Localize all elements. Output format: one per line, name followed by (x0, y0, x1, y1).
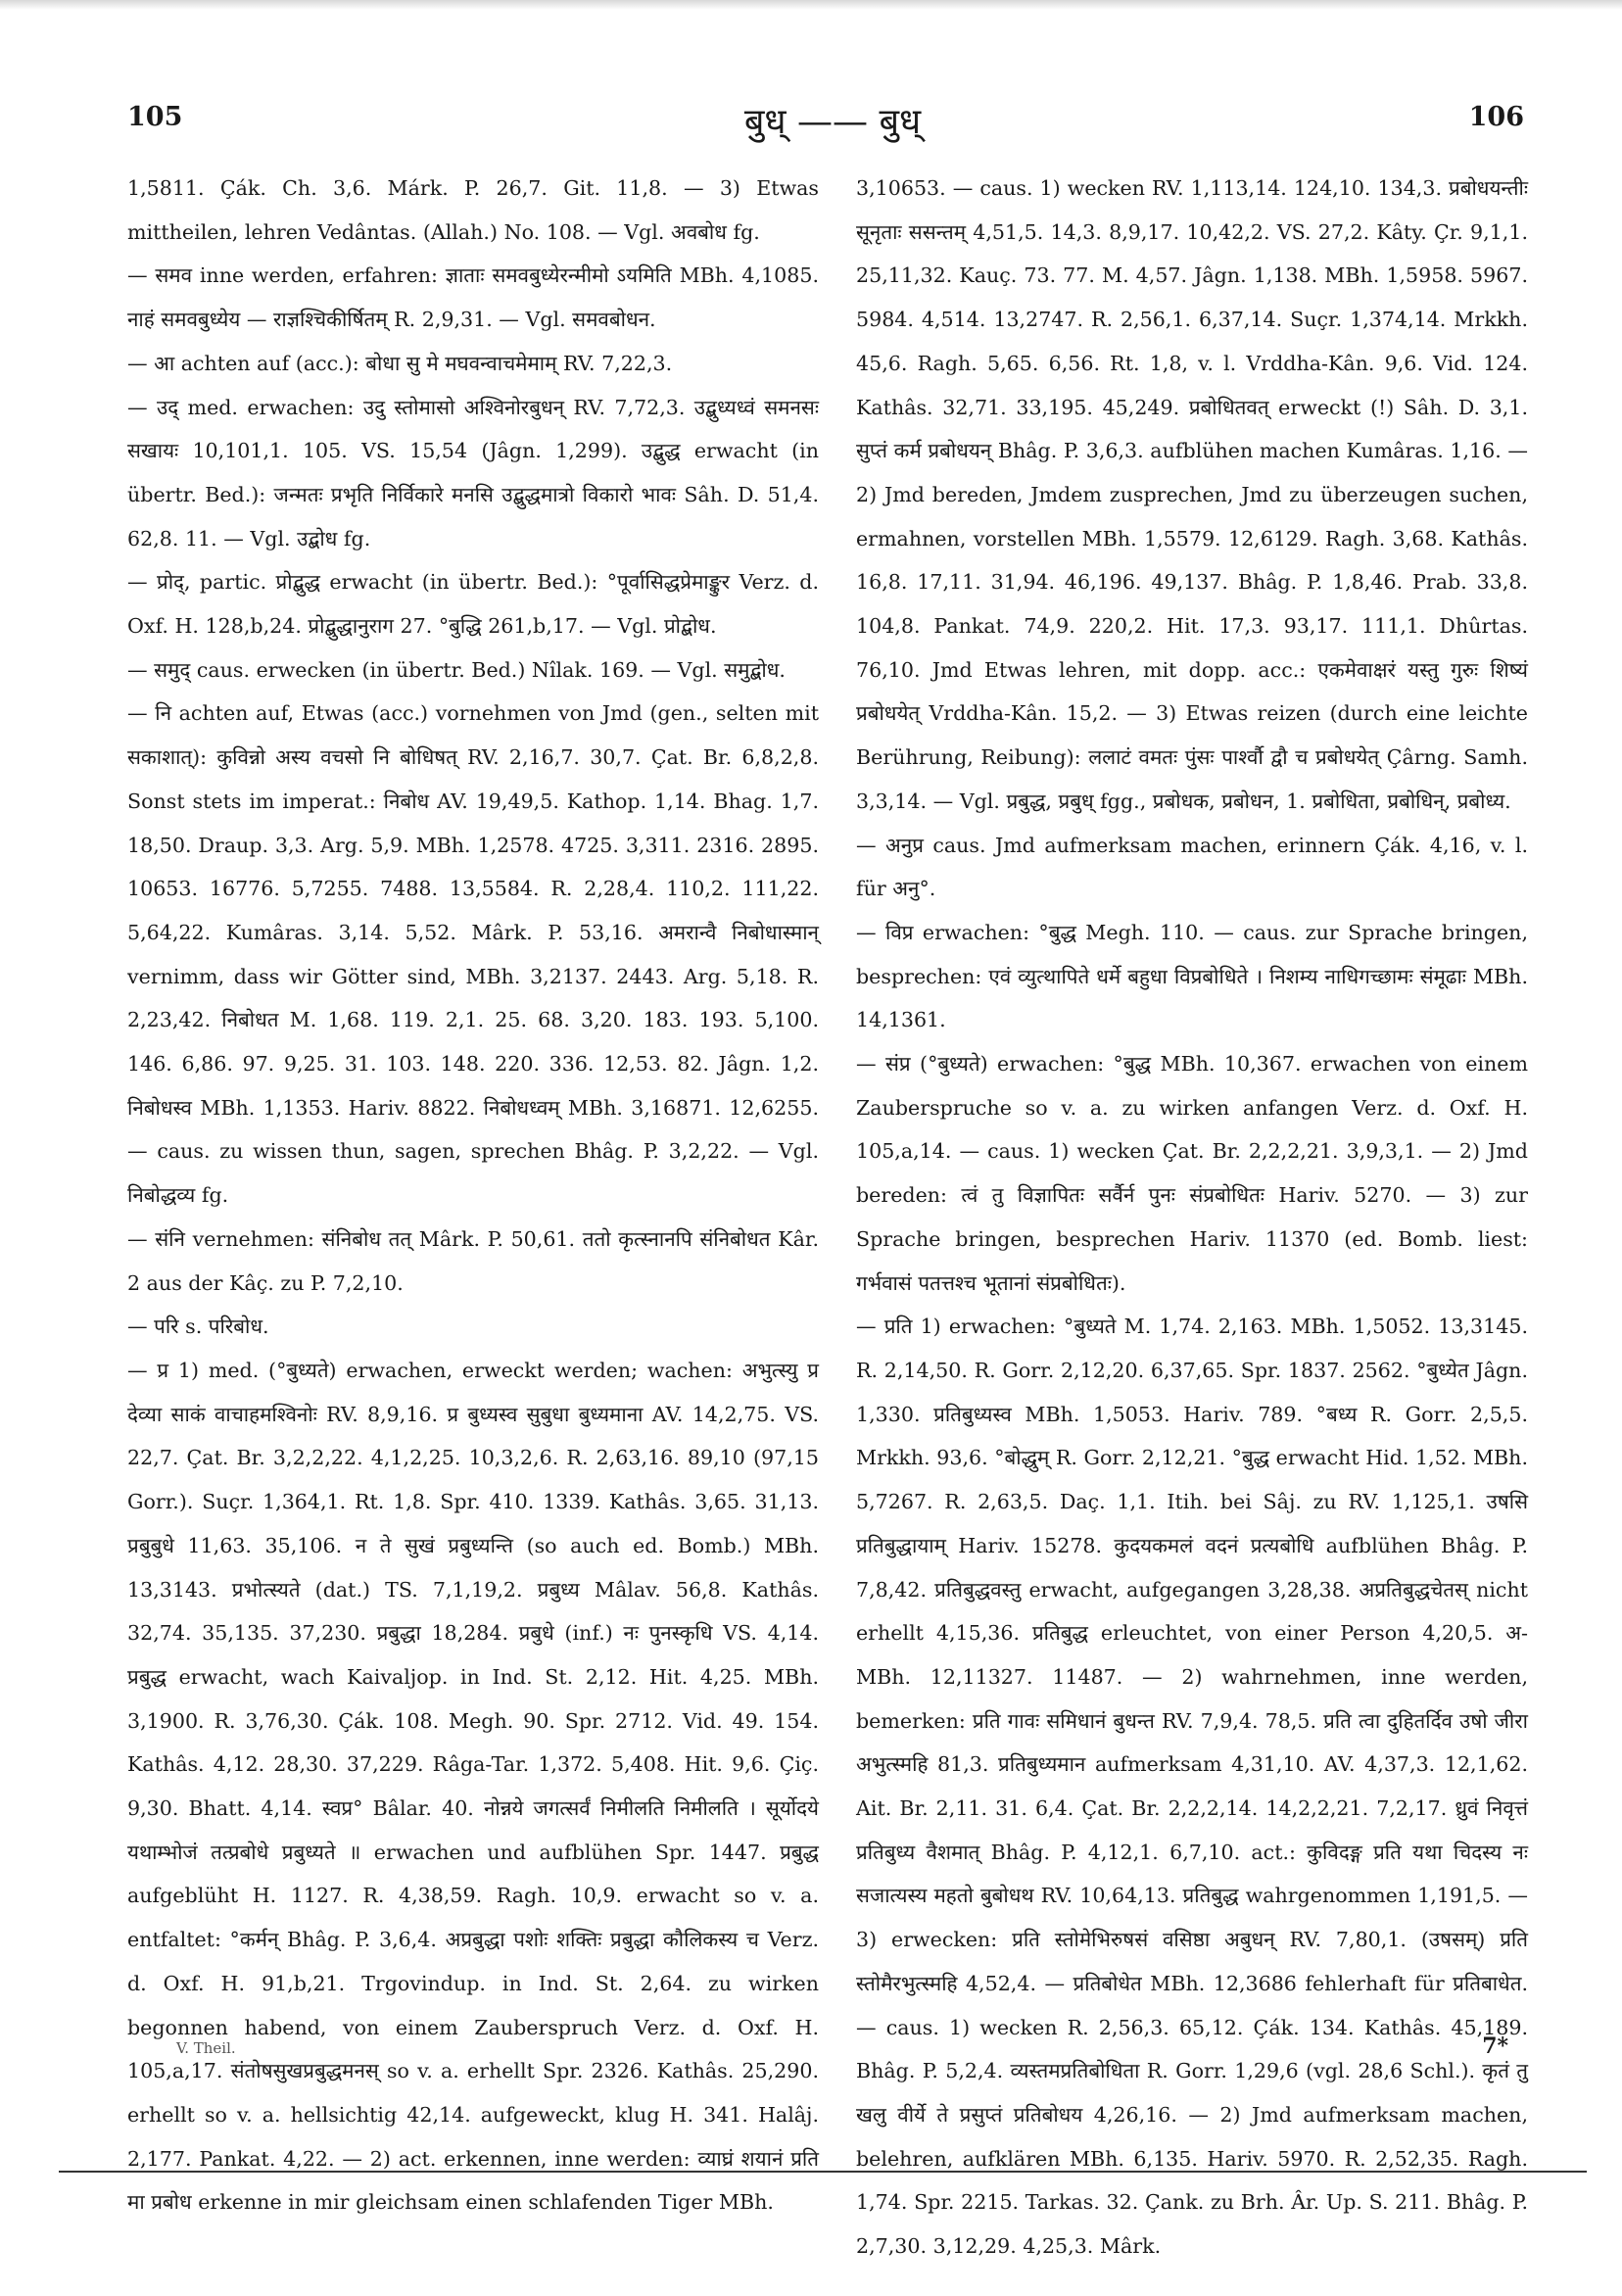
sheet-signature: 7* (1482, 2033, 1508, 2059)
right-column (856, 167, 1528, 2259)
entry-paragraph: — संनि vernehmen: संनिबोध तत् Mârk. P. 50,61. ततो कृत्स्नानपि संनिबोधत Kâr. 2 aus der Kâç. zu P. 7,2,10. (127, 1226, 819, 1295)
left-page-number: 105 (127, 102, 183, 132)
entry-paragraph: — उद् med. erwachen: उदु स्तोमासो अश्विनोरबुधन् RV. 7,72,3. उद्बुध्यध्वं समनसः सखायः 10,101,1. 105. VS. 15,54 (Jâgn. 1,299). उद्बुद्ध erwacht (in übertr. Bed.): जन्मतः प्रभृति निर्विकारे मनसि उद्बुद्धमात्रो विकारो भावः Sâh. D. 51,4. 62,8. 11. — Vgl. उद्बोध fg. (127, 395, 819, 550)
entry-paragraph: 3,10653. — caus. 1) wecken RV. 1,113,14. 124,10. 134,3. प्रबोधयन्तीः सूनृताः ससन्तम् 4,51,5. 14,3. 8,9,17. 10,42,2. VS. 27,2. Kâty. Çr. 9,1,1. 25,11,32. Kauç. 73. 77. M. 4,57. Jâgn. 1,138. MBh. 1,5958. 5967. 5984. 4,514. 13,2747. R. 2,56,1. 6,37,14. Suçr. 1,374,14. Mrkkh. 45,6. Ragh. 5,65. 6,56. Rt. 1,8, v. l. Vrddha-Kân. 9,6. Vid. 124. Kathâs. 32,71. 33,195. 45,249. प्रबोधितवत् erweckt (!) Sâh. D. 3,1. सुप्तं कर्म प्रबोधयन् Bhâg. P. 3,6,3. aufblühen machen Kumâras. 1,16. — 2) Jmd bereden, Jmdem zusprechen, Jmd zu überzeugen suchen, ermahnen, vorstellen MBh. 1,5579. 12,6129. Ragh. 3,68. Kathâs. 16,8. 17,11. 31,94. 46,196. 49,137. Bhâg. P. 1,8,46. Prab. 33,8. 104,8. Pankat. 74,9. 220,2. Hit. 17,3. 93,17. 111,1. Dhûrtas. 76,10. Jmd Etwas lehren, mit dopp. acc.: एकमेवाक्षरं यस्तु गुरुः शिष्यं प्रबोधयेत् Vrddha-Kân. 15,2. — 3) Etwas reizen (durch eine leichte Berührung, Reibung): ललाटं वमतः पुंसः पार्श्वौ द्वौ च प्रबोधयेत् Çârng. Samh. 3,3,14. — Vgl. प्रबुद्ध, प्रबुध् fgg., प्रबोधक, प्रबोधन, 1. प्रबोधिता, प्रबोधिन्, प्रबोध्य. (856, 176, 1528, 813)
entry-paragraph: — आ achten auf (acc.): बोधा सु मे मघवन्वाचमेमाम् RV. 7,22,3. (127, 351, 673, 375)
volume-signature: V. Theil. (176, 2039, 236, 2057)
entry-paragraph: — संप्र (°बुध्यते) erwachen: °बुद्ध MBh. 10,367. erwachen von einem Zauberspruche so v. a. zu wirken anfangen Verz. d. Oxf. H. 105,a,14. — caus. 1) wecken Çat. Br. 2,2,2,21. 3,9,3,1. — 2) Jmd bereden: त्वं तु विज्ञापितः सर्वैर्न पुनः संप्रबोधितः Hariv. 5270. — 3) zur Sprache bringen, besprechen Hariv. 11370 (ed. Bomb. liest: गर्भवासं पतत्तश्च भूतानां संप्रबोधितः). (856, 1052, 1528, 1295)
right-page-number: 106 (1468, 102, 1524, 132)
entry-paragraph: 1,5811. Çák. Ch. 3,6. Márk. P. 26,7. Git. 11,8. — 3) Etwas mittheilen, lehren Vedântas. (Allah.) No. 108. — Vgl. अवबोध fg. (127, 176, 819, 244)
entry-paragraph: — समुद् caus. erwecken (in übertr. Bed.) Nîlak. 169. — Vgl. समुद्बोध. (127, 657, 786, 682)
bottom-rule-line (59, 2171, 1587, 2173)
entry-paragraph: — नि achten auf, Etwas (acc.) vornehmen von Jmd (gen., selten mit सकाशात्): कुविन्नो अस्य वचसो नि बोधिषत् RV. 2,16,7. 30,7. Çat. Br. 6,8,2,8. Sonst stets im imperat.: निबोध AV. 19,49,5. Kathop. 1,14. Bhag. 1,7. 18,50. Draup. 3,3. Arg. 5,9. MBh. 1,2578. 4725. 3,311. 2316. 2895. 10653. 16776. 5,7255. 7488. 13,5584. R. 2,28,4. 110,2. 111,22. 5,64,22. Kumâras. 3,14. 5,52. Mârk. P. 53,16. अमरान्वै निबोधास्मान् vernimm, dass wir Götter sind, MBh. 3,2137. 2443. Arg. 5,18. R. 2,23,42. निबोधत M. 1,68. 119. 2,1. 25. 68. 3,20. 183. 193. 5,100. 146. 6,86. 97. 9,25. 31. 103. 148. 220. 336. 12,53. 82. Jâgn. 1,2. निबोधस्व MBh. 1,1353. Hariv. 8822. निबोधध्वम् MBh. 3,16871. 12,6255. — caus. zu wissen thun, sagen, sprechen Bhâg. P. 3,2,22. — Vgl. निबोद्धव्य fg. (127, 701, 819, 1208)
running-header (127, 102, 1524, 141)
left-column (127, 167, 819, 2215)
page-footer (176, 2033, 1508, 2069)
top-edge-shadow (0, 0, 1622, 10)
entry-paragraph: — प्रोद्, partic. प्रोद्बुद्ध erwacht (in übertr. Bed.): °पूर्वासिद्धप्रेमाङ्कुर Verz. d. Oxf. H. 128,b,24. प्रोद्बुद्धानुराग 27. °बुद्धि 261,b,17. — Vgl. प्रोद्बोध. (127, 570, 819, 639)
entry-paragraph: — परि s. परिबोध. (127, 1315, 269, 1339)
entry-paragraph: — प्रति 1) erwachen: °बुध्यते M. 1,74. 2,163. MBh. 1,5052. 13,3145. R. 2,14,50. R. Gorr. 2,12,20. 6,37,65. Spr. 1837. 2562. °बुध्येत Jâgn. 1,330. प्रतिबुध्यस्व MBh. 1,5053. Hariv. 789. °बध्य R. Gorr. 2,5,5. Mrkkh. 93,6. °बोद्धुम् R. Gorr. 2,12,21. °बुद्ध erwacht Hid. 1,52. MBh. 5,7267. R. 2,63,5. Daç. 1,1. Itih. bei Sâj. zu RV. 1,125,1. उषसि प्रतिबुद्धायाम् Hariv. 15278. कुदयकमलं वदनं प्रत्यबोधि aufblühen Bhâg. P. 7,8,42. प्रतिबुद्धवस्तु erwacht, aufgegangen 3,28,38. अप्रतिबुद्धचेतस् nicht erhellt 4,15,36. प्रतिबुद्ध erleuchtet, von einer Person 4,20,5. अ- MBh. 12,11327. 11487. — 2) wahrnehmen, inne werden, bemerken: प्रति गावः समिधानं बुधन्त RV. 7,9,4. 78,5. प्रति त्वा दुहितर्दिव उषो जीरा अभुत्स्महि 81,3. प्रतिबुध्यमान aufmerksam 4,31,10. AV. 4,37,3. 12,1,62. Ait. Br. 2,11. 31. 6,4. Çat. Br. 2,2,2,14. 14,2,2,21. 7,2,17. ध्रुवं निवृत्तं प्रतिबुध्य वैशमात् Bhâg. P. 4,12,1. 6,7,10. act.: कुविदङ्ग प्रति यथा चिदस्य नः सजात्यस्य महतो बुबोधथ RV. 10,64,13. प्रतिबुद्ध wahrgenommen 1,191,5. — 3) erwecken: प्रति स्तोमेभिरुषसं वसिष्ठा अबुधन् RV. 7,80,1. (उषसम्) प्रति स्तोमैरभुत्स्महि 4,52,4. — प्रतिबोधेत MBh. 12,3686 fehlerhaft für प्रतिबाधेत. — caus. 1) wecken R. 2,56,3. 65,12. Çák. 134. Kathâs. 45,189. Bhâg. P. 5,2,4. व्यस्तमप्रतिबोधिता R. Gorr. 1,29,6 (vgl. 28,6 Schl.). कृतं तु खलु वीर्ये ते प्रसुप्तं प्रतिबोधय 4,26,16. — 2) Jmd aufmerksam machen, belehren, aufklären MBh. 6,135. Hariv. 5970. R. 2,52,35. Ragh. 1,74. Spr. 2215. Tarkas. 32. Çank. zu Brh. Âr. Up. S. 211. Bhâg. P. 2,7,30. 3,12,29. 4,25,3. Mârk. (856, 1315, 1528, 2259)
entry-paragraph: — विप्र erwachen: °बुद्ध Megh. 110. — caus. zur Sprache bringen, besprechen: एवं व्युत्थापिते धर्मे बहुधा विप्रबोधिते । निशम्य नाधिगच्छामः संमूढाः MBh. 14,1361. (856, 920, 1528, 1032)
headwords: बुध् —— बुध् (743, 102, 922, 142)
entry-paragraph: — अनुप्र caus. Jmd aufmerksam machen, erinnern Çák. 4,16, v. l. für अनु°. (856, 833, 1528, 901)
entry-paragraph: — प्र 1) med. (°बुध्यते) erwachen, erweckt werden; wachen: अभुत्स्यु प्र देव्या साकं वाचाहमश्विनोः RV. 8,9,16. प्र बुध्यस्व सुबुधा बुध्यमाना AV. 14,2,75. VS. 22,7. Çat. Br. 3,2,2,22. 4,1,2,25. 10,3,2,6. R. 2,63,16. 89,10 (97,15 Gorr.). Suçr. 1,364,1. Rt. 1,8. Spr. 410. 1339. Kathâs. 3,65. 31,13. प्रबुबुधे 11,63. 35,106. न ते सुखं प्रबुध्यन्ति (so auch ed. Bomb.) MBh. 13,3143. प्रभोत्स्यते (dat.) TS. 7,1,19,2. प्रबुध्य Mâlav. 56,8. Kathâs. 32,74. 35,135. 37,230. प्रबुद्धा 18,284. प्रबुधे (inf.) नः पुनस्कृधि VS. 4,14. प्रबुद्ध erwacht, wach Kaivaljop. in Ind. St. 2,12. Hit. 4,25. MBh. 3,1900. R. 3,76,30. Çák. 108. Megh. 90. Spr. 2712. Vid. 49. 154. Kathâs. 4,12. 28,30. 37,229. Râga-Tar. 1,372. 5,408. Hit. 9,6. Çiç. 9,30. Bhatt. 4,14. स्वप्र° Bâlar. 40. नोन्नये जगत्सर्वं निमीलति निमीलति । सूर्योदये यथाम्भोजं तत्प्रबोधे प्रबुध्यते ॥ erwachen und aufblühen Spr. 1447. प्रबुद्ध aufgeblüht H. 1127. R. 4,38,59. Ragh. 10,9. erwacht so v. a. entfaltet: °कर्मन् Bhâg. P. 3,6,4. अप्रबुद्धा पशोः शक्तिः प्रबुद्धा कौलिकस्य च Verz. d. Oxf. H. 91,b,21. Trgovindup. in Ind. St. 2,64. zu wirken begonnen habend, von einem Zauberspruch Verz. d. Oxf. H. 105,a,17. संतोषसुखप्रबुद्धमनस् so v. a. erhellt Spr. 2326. Kathâs. 25,290. erhellt so v. a. hellsichtig 42,14. aufgeweckt, klug H. 341. Halâj. 2,177. Pankat. 4,22. — 2) act. erkennen, inne werden: व्याघ्रं शयानं प्रति मा प्रबोध erkenne in mir gleichsam einen schlafenden Tiger MBh. (127, 1358, 819, 2215)
entry-paragraph: — समव inne werden, erfahren: ज्ञाताः समवबुध्येरन्मीमो ऽयमिति MBh. 4,1085. नाहं समवबुध्येय — राज्ञश्चिकीर्षितम् R. 2,9,31. — Vgl. समवबोधन. (127, 263, 819, 332)
